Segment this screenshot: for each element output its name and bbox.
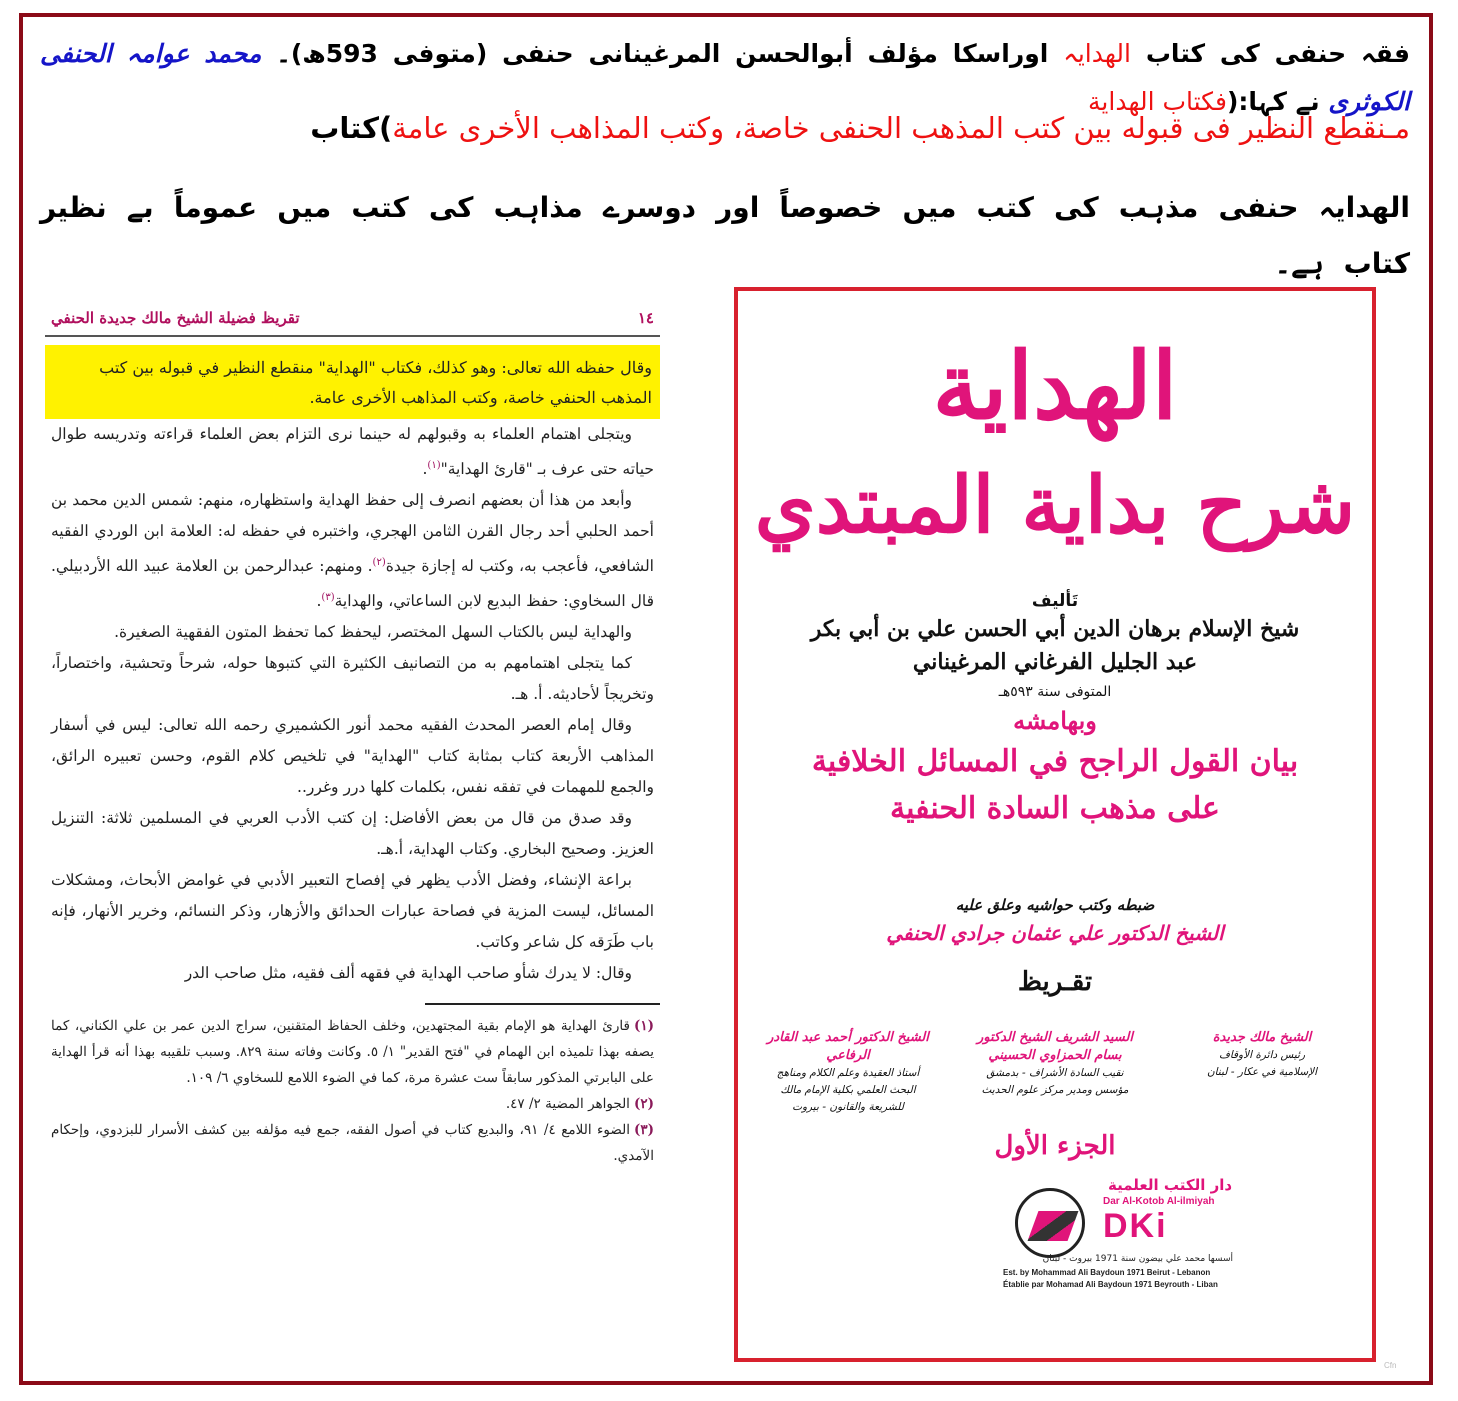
footnote	[45, 1013, 660, 1091]
page-number: ١٤	[637, 309, 654, 327]
body-paragraph	[45, 958, 660, 989]
publisher-abbr: DKi	[1103, 1207, 1168, 1245]
highlighted-quote: وقال حفظه الله تعالى: وهو كذلك، فكتاب "الهداية" منقطع النظير في قبوله بين كتب المذهب الحنفي خاصة، وكتب المذاهب الأخرى عامة.	[45, 345, 660, 419]
cover-death-year: المتوفى سنة ٥٩٣هـ	[998, 684, 1112, 700]
endorser-title: مؤسس ومدير مركز علوم الحديث	[981, 1084, 1129, 1096]
cover-endorsers	[758, 1029, 1352, 1116]
urdu-text: )کتاب	[310, 111, 393, 145]
endorser	[1172, 1029, 1352, 1116]
paragraph-text: كما يتجلى اهتمامهم به من التصانيف الكثيرة التي كتبوها حوله، شرحاً وتحشية، واختصاراً، وتخريجاً لأحاديثه. أ. هـ.	[51, 654, 654, 704]
quote-start: فکتاب الھدایة	[1088, 87, 1227, 116]
endorser-title: الإسلامية في عكار - لبنان	[1206, 1066, 1318, 1078]
publisher-logo	[1003, 1176, 1233, 1301]
paragraph-text: وقال: لا يدرك شأو صاحب الهداية في فقهه ألف فقيه، مثل صاحب الدر	[184, 964, 632, 983]
publisher-est-en: Est. by Mohammad Ali Baydoun 1971 Beirut - Lebanon	[1003, 1268, 1211, 1277]
urdu-heading-line-3: الھدایہ حنفی مذہب کی کتب میں خصوصاً اور دوسرے مذاہب کی کتب میں عموماً بے نظیر کتاب ہے۔	[40, 191, 1411, 280]
publisher-est-fr: Établie par Mohamad Ali Baydoun 1971 Beyrouth - Liban	[1003, 1280, 1218, 1289]
footnote	[45, 1117, 660, 1169]
book-name-highlight: الھدایہ	[1063, 39, 1131, 68]
publisher-name-ar: دار الكتب العلمية	[1108, 1176, 1233, 1194]
endorser-name: الشيخ مالك جديدة	[1212, 1030, 1312, 1045]
publisher-est-ar: أسسها محمد علي بيضون سنة 1971 بيروت - لبنان	[1042, 1254, 1233, 1264]
footnote-divider	[425, 1003, 660, 1005]
book-page-scan	[45, 305, 660, 1365]
cover-editing-note: ضبطه وكتب حواشيه وعلق عليه	[955, 896, 1155, 914]
urdu-text: فقہ حنفی کی کتاب	[1130, 39, 1411, 68]
cover-hamish: وبهامشه	[1013, 706, 1097, 735]
urdu-text: اوراسکا مؤلف أبوالحسن المرغینانی حنفی (متوفی 593ھ)۔	[261, 39, 1064, 68]
scholar-name: محمد عوامہ الحنفی الکوثری	[40, 39, 1410, 116]
endorser-title: رئيس دائرة الأوقاف	[1218, 1049, 1306, 1061]
endorser-title: أستاذ العقيدة وعلم الكلام ومناهج	[776, 1067, 920, 1079]
arabic-quote: مـنقطع النظیر فی قبوله بین کتب المذھب الحنفی خاصة، وکتب المذاھب الأخری عامة	[392, 111, 1410, 145]
publisher-name-en: Dar Al-Kotob Al-ilmiyah	[1103, 1196, 1215, 1207]
cover-title: الهداية	[932, 332, 1178, 440]
body-paragraph	[45, 648, 660, 710]
watermark: Cfn	[1384, 1361, 1397, 1370]
footnote-text: الجواهر المضية ٢/ ٤٧.	[505, 1096, 630, 1113]
footnote-ref[interactable]: (٢)	[372, 557, 386, 569]
paragraph-text: وأبعد من هذا أن بعضهم انصرف إلى حفظ الهداية واستظهاره، منهم: شمس الدين محمد بن أحمد الحلبي أحد رجال القرن الثامن الهجري، واختبره في حفظه له: العلامة ابن الوردي الفقيه الشافعي، فأعجب به، وكتب له إجازة جيدة	[51, 491, 654, 576]
endorser-name: الشيخ الدكتور أحمد عبد القادر الرفاعي	[767, 1030, 929, 1063]
paragraph-text: براعة الإنشاء، وفضل الأدب يظهر في إفصاح التعبير الأدبي في غوامض الأبحاث، ومشكلات المسائل، ليست المزية في فصاحة عبارات الحدائق والأزهار، وذكر النسائم، وخرير الأنهار، فإنه باب طَرَقه كل شاعر وكاتب.	[51, 871, 654, 952]
footnote-text: قارئ الهداية هو الإمام بقية المجتهدين، وخلف الحفاظ المتقنين، سراج الدين عمر بن علي الكناني، كما يصفه بهذا تلميذه ابن الهمام في "فتح القدير" ١/ ٥. وكانت وفاته سنة ٨٢٩. وسبب تلقيبه بهذا أنه قرأ الهداية على البابرتي المذكور سابقاً ست عشرة مرة، كما في الضوء اللامع للسخاوي ٦/ ١٠٩.	[51, 1018, 655, 1087]
footnote-number: (٢)	[633, 1096, 654, 1113]
running-head: تقريظ فضيلة الشيخ مالك جديدة الحنفي	[51, 309, 300, 327]
footnote-ref[interactable]: (١)	[427, 460, 441, 471]
page-body	[45, 419, 660, 989]
urdu-text: نے کہا:(	[1226, 87, 1329, 116]
cover-author-line-2: عبد الجليل الفرغاني المرغيناني	[912, 649, 1198, 675]
body-paragraph	[45, 419, 660, 485]
body-paragraph	[45, 485, 660, 617]
cover-margin-book-line-2: على مذهب السادة الحنفية	[890, 791, 1220, 826]
body-paragraph	[45, 865, 660, 958]
paragraph-text: وقال إمام العصر المحدث الفقيه محمد أنور الكشميري رحمه الله تعالى: ليس في أسفار المذاهب الأربعة كتاب بمثابة كتاب "الهداية" في تلخيص كلام القوم، وحسن تعبيره الرائق، والجمع للمهمات في تفقه نفس، بكلمات كلها درر وغرر..	[51, 716, 654, 797]
paragraph-text: .	[422, 460, 428, 479]
cover-taleef: تَأليف	[1031, 591, 1079, 611]
footnote-text: الضوء اللامع ٤/ ٩١، والبديع كتاب في أصول الفقه، جمع فيه مؤلفه بين كشف الأسرار للبزدوي، وإحكام الآمدي.	[51, 1122, 654, 1165]
endorser	[965, 1029, 1145, 1116]
cover-subtitle: شرح بداية المبتدي	[754, 460, 1356, 551]
body-paragraph	[45, 710, 660, 803]
paragraph-text: وقد صدق من قال من بعض الأفاضل: إن كتب الأدب العربي في المسلمين ثلاثة: التنزيل العزيز. وصحيح البخاري. وكتاب الهداية، أ.هـ.	[51, 809, 654, 859]
footnote-number: (٣)	[633, 1122, 654, 1139]
endorser-title: نقيب السادة الأشراف - بدمشق	[986, 1067, 1124, 1079]
body-paragraph	[45, 803, 660, 865]
book-cover	[734, 287, 1376, 1362]
footnote-number: (١)	[633, 1018, 654, 1035]
cover-margin-book-line-1: بيان القول الراجح في المسائل الخلافية	[811, 744, 1299, 779]
footnote-ref[interactable]: (٣)	[321, 592, 335, 604]
endorser-title: للشريعة والقانون - بيروت	[792, 1101, 904, 1113]
endorser-name: السيد الشريف الشيخ الدكتور بسام الحمزاوي الحسيني	[977, 1030, 1133, 1063]
urdu-heading-line-2	[40, 102, 1410, 154]
paragraph-text: والهداية ليس بالكتاب السهل المختصر، ليحفظ كما تحفظ المتون الفقهية الصغيرة.	[114, 623, 632, 642]
paragraph-text: .	[316, 592, 322, 611]
body-paragraph	[45, 617, 660, 648]
footnote	[45, 1091, 660, 1117]
endorser-title: البحث العلمي بكلية الإمام مالك	[780, 1084, 916, 1096]
cover-author-line-1: شيخ الإسلام برهان الدين أبي الحسن علي بن أبي بكر	[810, 616, 1300, 642]
page-header	[45, 305, 660, 337]
paragraph-text: ويتجلى اهتمام العلماء به وقبولهم له حينما نرى التزام بعض العلماء قراءته وتدريسه طوال حياته حتى عرف بـ "قارئ الهداية"	[51, 425, 654, 479]
endorser	[758, 1029, 938, 1116]
cover-editor: الشيخ الدكتور علي عثمان جرادي الحنفي	[886, 921, 1224, 945]
cover-volume: الجزء الأول	[994, 1131, 1116, 1161]
cover-taqreez: تقـريظ	[1017, 967, 1093, 997]
paragraph-text: . ومنهم: عبدالرحمن بن العلامة عبيد الله الأردبيلي. قال السخاوي: حفظ البديع لابن الساعاتي، والهداية	[51, 557, 654, 611]
footnotes	[45, 1013, 660, 1169]
